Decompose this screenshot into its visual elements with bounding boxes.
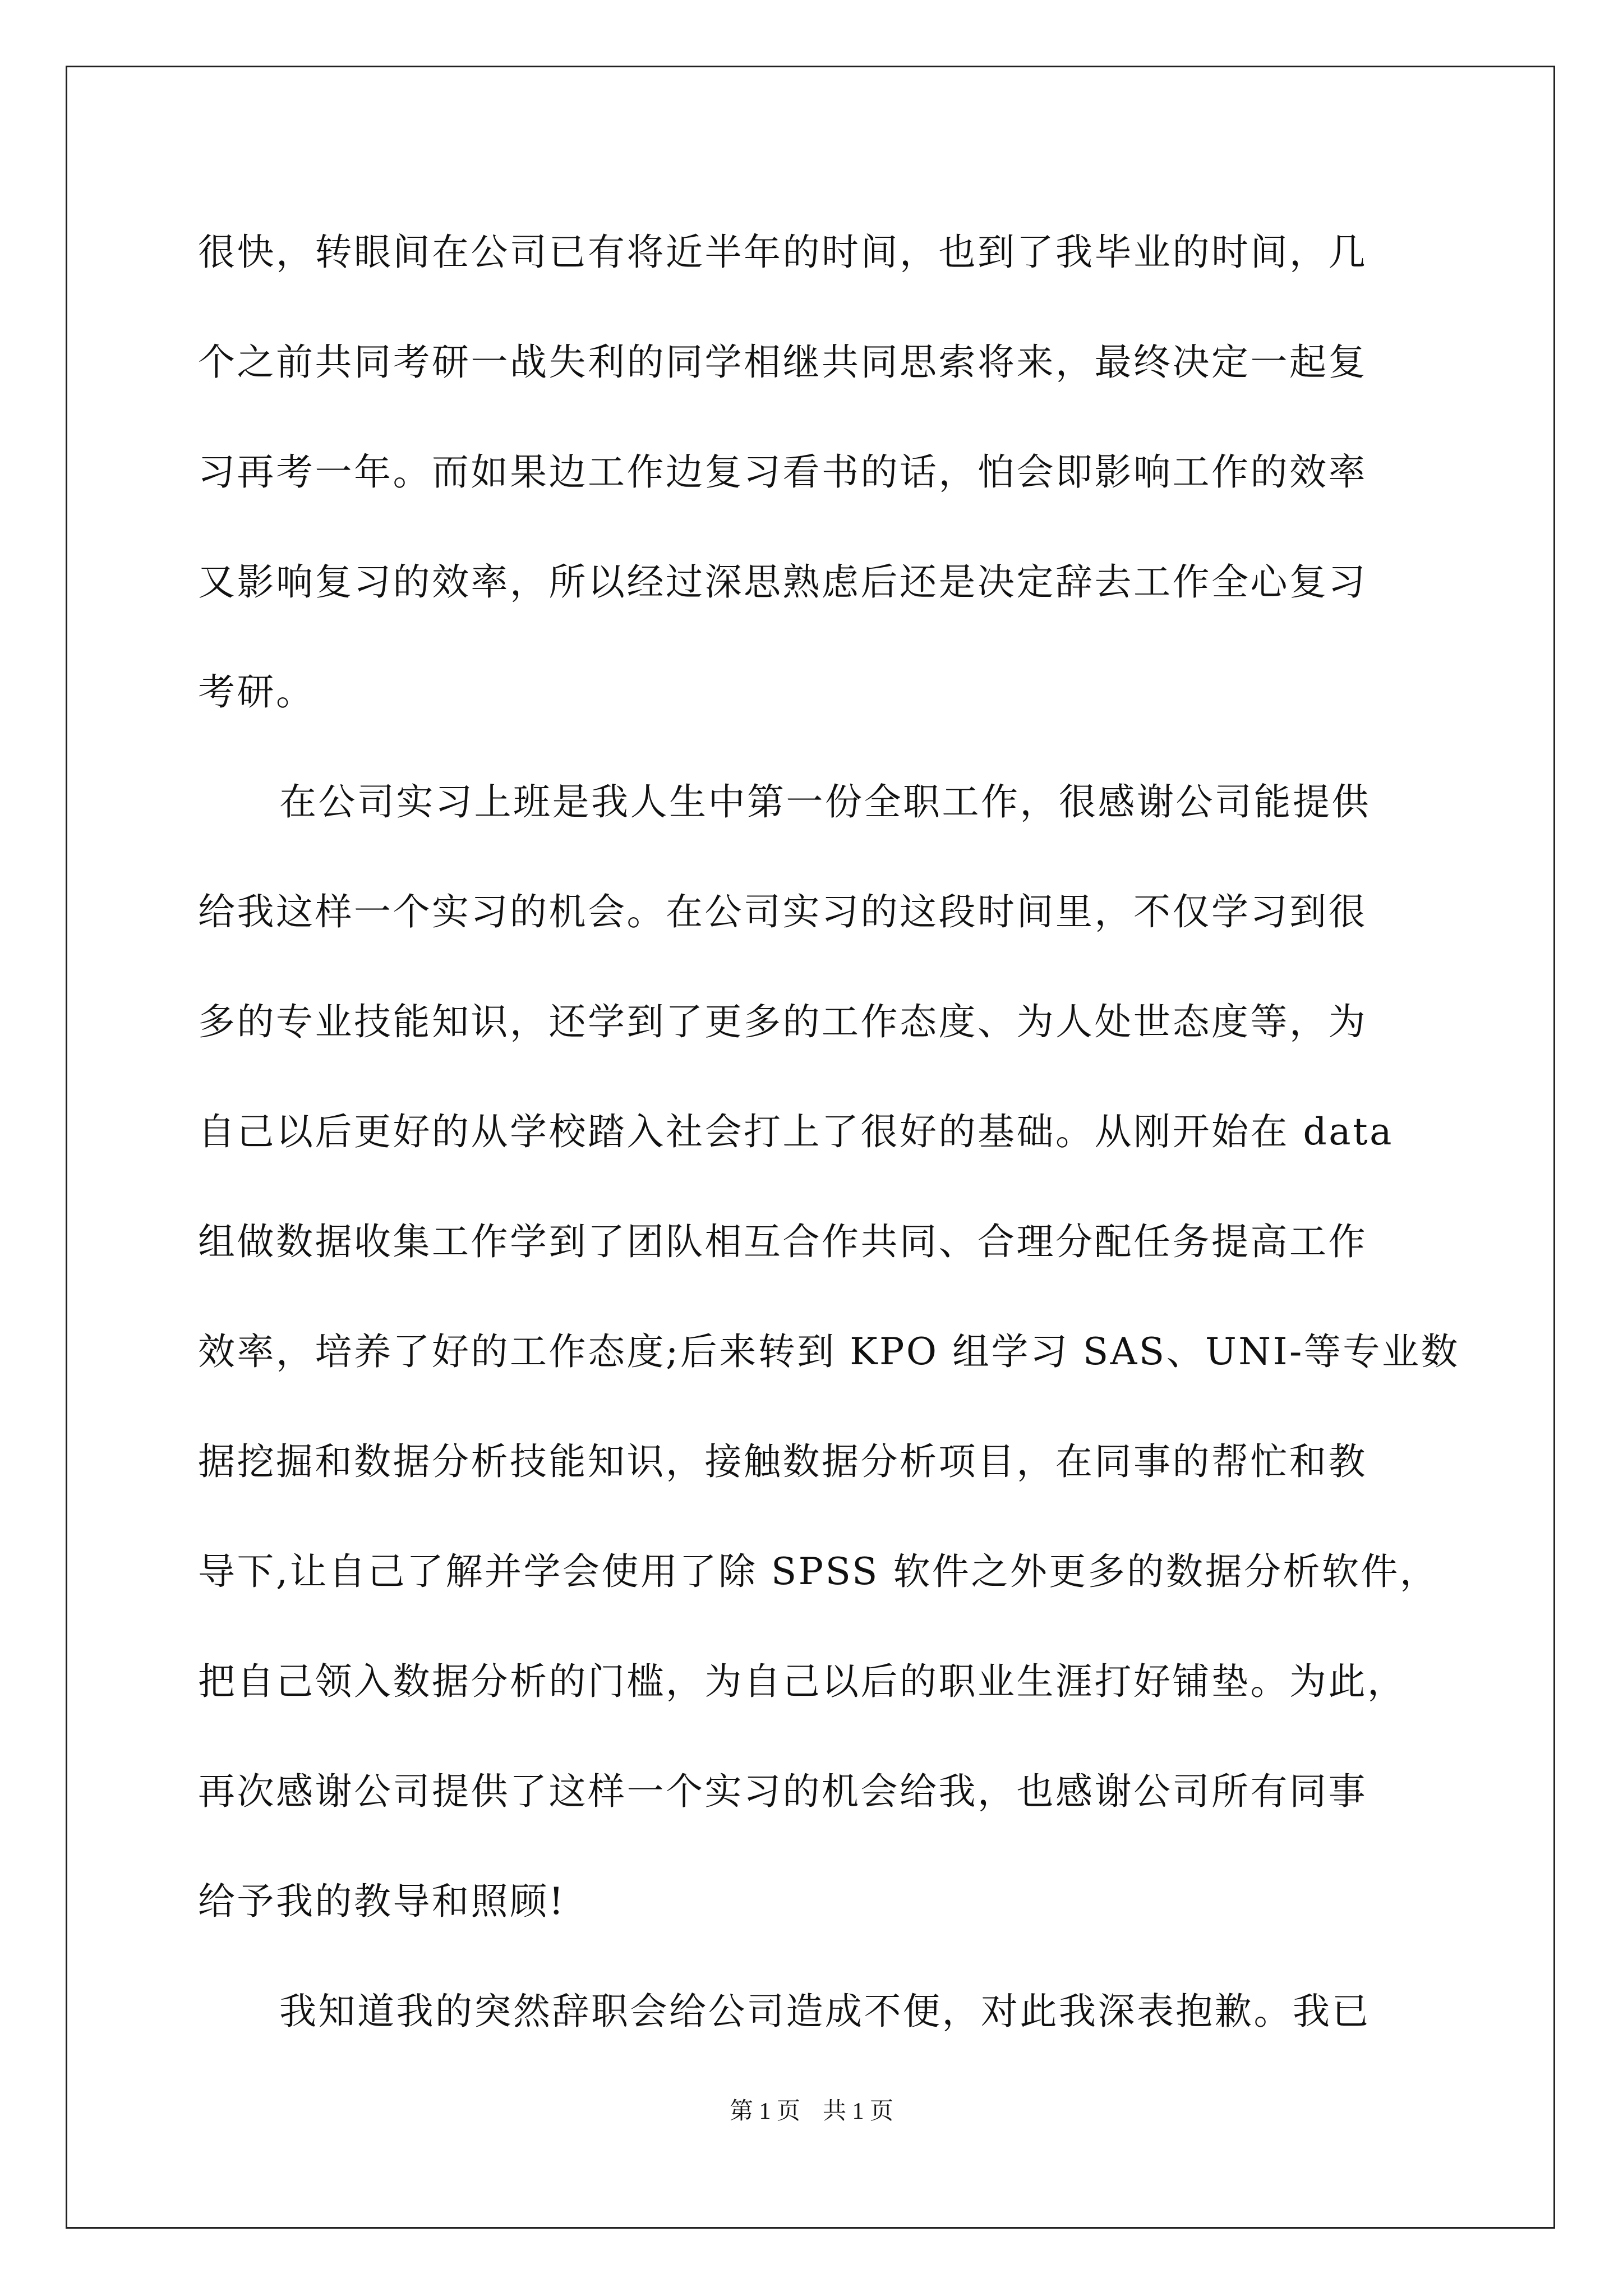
text-line: 个之前共同考研一战失利的同学相继共同思索将来，最终决定一起复 bbox=[198, 341, 1367, 384]
text-line: 习再考一年。而如果边工作边复习看书的话，怕会即影响工作的效率 bbox=[198, 450, 1367, 494]
page-total: 共 1 页 bbox=[823, 2099, 894, 2124]
text-line: 据挖掘和数据分析技能知识，接触数据分析项目，在同事的帮忙和教 bbox=[198, 1440, 1367, 1483]
text-line: 把自己领入数据分析的门槛，为自己以后的职业生涯打好铺垫。为此， bbox=[198, 1660, 1407, 1703]
text-line: 自己以后更好的从学校踏入社会打上了很好的基础。从刚开始在 data bbox=[198, 1110, 1394, 1153]
text-line: 给我这样一个实习的机会。在公司实习的这段时间里，不仅学习到很 bbox=[198, 890, 1367, 933]
text-line: 导下,让自己了解并学会使用了除 SPSS 软件之外更多的数据分析软件， bbox=[198, 1550, 1439, 1593]
paragraph-first-line: 我知道我的突然辞职会给公司造成不便，对此我深表抱歉。我已 bbox=[279, 1990, 1371, 2033]
text-line: 再次感谢公司提供了这样一个实习的机会给我，也感谢公司所有同事 bbox=[198, 1770, 1367, 1813]
text-line: 考研。 bbox=[198, 670, 315, 714]
text-line: 很快，转眼间在公司已有将近半年的时间，也到了我毕业的时间，几 bbox=[198, 231, 1367, 274]
text-line: 效率，培养了好的工作态度;后来转到 KPO 组学习 SAS、UNI-等专业数 bbox=[198, 1330, 1460, 1373]
page-number: 第 1 页 bbox=[729, 2099, 800, 2124]
body-text bbox=[198, 197, 1460, 2067]
text-line: 多的专业技能知识，还学到了更多的工作态度、为人处世态度等，为 bbox=[198, 1000, 1367, 1043]
text-line: 组做数据收集工作学到了团队相互合作共同、合理分配任务提高工作 bbox=[198, 1220, 1367, 1263]
paragraph-first-line: 在公司实习上班是我人生中第一份全职工作，很感谢公司能提供 bbox=[279, 780, 1371, 823]
text-line: 又影响复习的效率，所以经过深思熟虑后还是决定辞去工作全心复习 bbox=[198, 560, 1367, 604]
page-footer bbox=[0, 2096, 1623, 2127]
text-line: 给予我的教导和照顾! bbox=[198, 1880, 566, 1923]
